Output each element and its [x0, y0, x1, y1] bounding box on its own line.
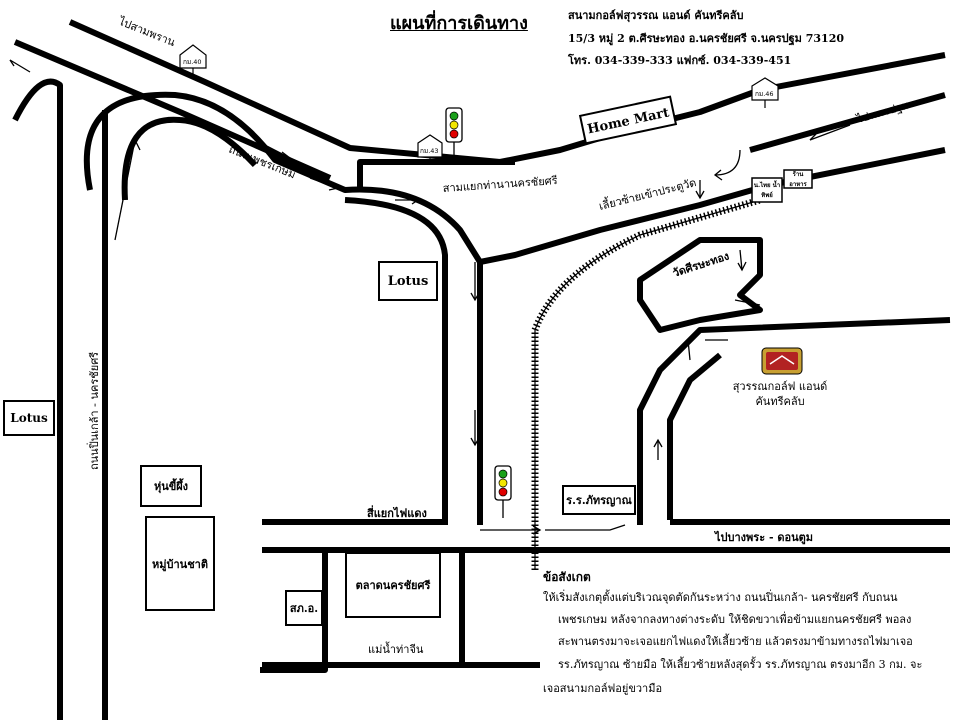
golf-club-logo	[762, 348, 802, 374]
golf-road-inner	[670, 355, 720, 520]
shop-box: ร้านอาหาร	[789, 171, 807, 188]
wat-block	[640, 240, 760, 330]
overpass-inner	[125, 120, 255, 200]
wat-label: วัดศีรษะทอง	[671, 249, 731, 280]
directions-line-5: เจอสนามกอล์ฟอยู่ขวามือ	[543, 682, 663, 695]
home-mart-label: Home Mart	[586, 105, 671, 138]
km-marker-40: กม.40	[183, 58, 202, 66]
km-marker-46: กม.46	[755, 90, 774, 98]
label-to-nakhon-pathom: ไปนครปฐม	[855, 98, 911, 126]
club-phone: โทร. 034-339-333 แฟกซ์. 034-339-451	[568, 54, 792, 67]
doll-museum-box: หุ่นขี้ผึ้ง	[140, 465, 202, 507]
label-river: แม่น้ำท่าจีน	[368, 643, 424, 656]
thai-water-box: น.ไทย น้ำทิพย์	[753, 182, 781, 199]
club-name: สนามกอล์ฟสุวรรณ แอนด์ คันทรีคลับ	[568, 9, 744, 22]
junction-road	[480, 150, 945, 262]
label-to-sam-phran: ไปสามพราน	[116, 14, 177, 50]
directions-line-3: สะพานตรงมาจะเจอแยกไฟแดงให้เลี้ยวซ้าย แล้วตรงมาข้ามทางรถไฟมาเจอ	[558, 635, 913, 648]
label-golf-club: สุวรรณกอล์ฟ แอนด์ คันทรีคลับ	[732, 380, 828, 408]
label-pinklao: ถนนปิ่นเกล้า - นครชัยศรี	[88, 351, 101, 470]
school-box: ร.ร.ภัทรญาณ	[562, 485, 636, 515]
club-address: 15/3 หมู่ 2 ต.ศีรษะทอง อ.นครชัยศรี จ.นครปฐม 73120	[568, 32, 845, 45]
label-to-bang-phra: ไปบางพระ - ดอนตูม	[715, 531, 814, 544]
main-road-lower-edge	[750, 95, 945, 150]
directions-heading: ข้อสังเกต	[543, 570, 591, 584]
label-traffic-light-junction: สี่แยกไฟแดง	[367, 507, 427, 520]
label-turn-left: เลี้ยวซ้ายเข้าประตูวัด	[597, 176, 698, 213]
label-junction: สามแยกท่านานครชัยศรี	[442, 173, 558, 195]
km-marker-texts	[183, 58, 774, 155]
traffic-light-top	[446, 108, 462, 160]
police-box: สภ.อ.	[285, 590, 323, 626]
directions-line-1: ให้เริ่มสังเกตุตั้งแต่บริเวณจุดตัดกันระหว่าง ถนนปิ่นเกล้า- นครชัยศรี กับถนน	[543, 591, 898, 604]
bridge-road	[345, 200, 445, 525]
label-phetkasem: ถนนเพชรเกษม	[226, 142, 298, 182]
village-box: หมู่บ้านชาติ	[145, 516, 215, 611]
km-marker-43: กม.43	[420, 147, 439, 155]
lotus-center-box: Lotus	[378, 261, 438, 301]
page-title: แผนที่การเดินทาง	[390, 13, 528, 34]
directions-line-4: รร.ภัทรญาณ ซ้ายมือ ให้เลี้ยวซ้ายหลังสุดรั้ว รร.ภัทรญาณ ตรงมาอีก 3 กม. จะ	[558, 658, 923, 671]
home-mart-box	[580, 97, 676, 144]
traffic-light-bottom	[495, 466, 511, 518]
lotus-left-box: Lotus	[3, 400, 55, 436]
market-road-right	[462, 550, 540, 665]
directions-line-2: เพชรเกษม หลังจากลงทางต่างระดับ ให้ชิดขวาเพื่อข้ามแยกนครชัยศรี พอลง	[558, 613, 912, 626]
market-box: ตลาดนครชัยศรี	[345, 552, 441, 618]
